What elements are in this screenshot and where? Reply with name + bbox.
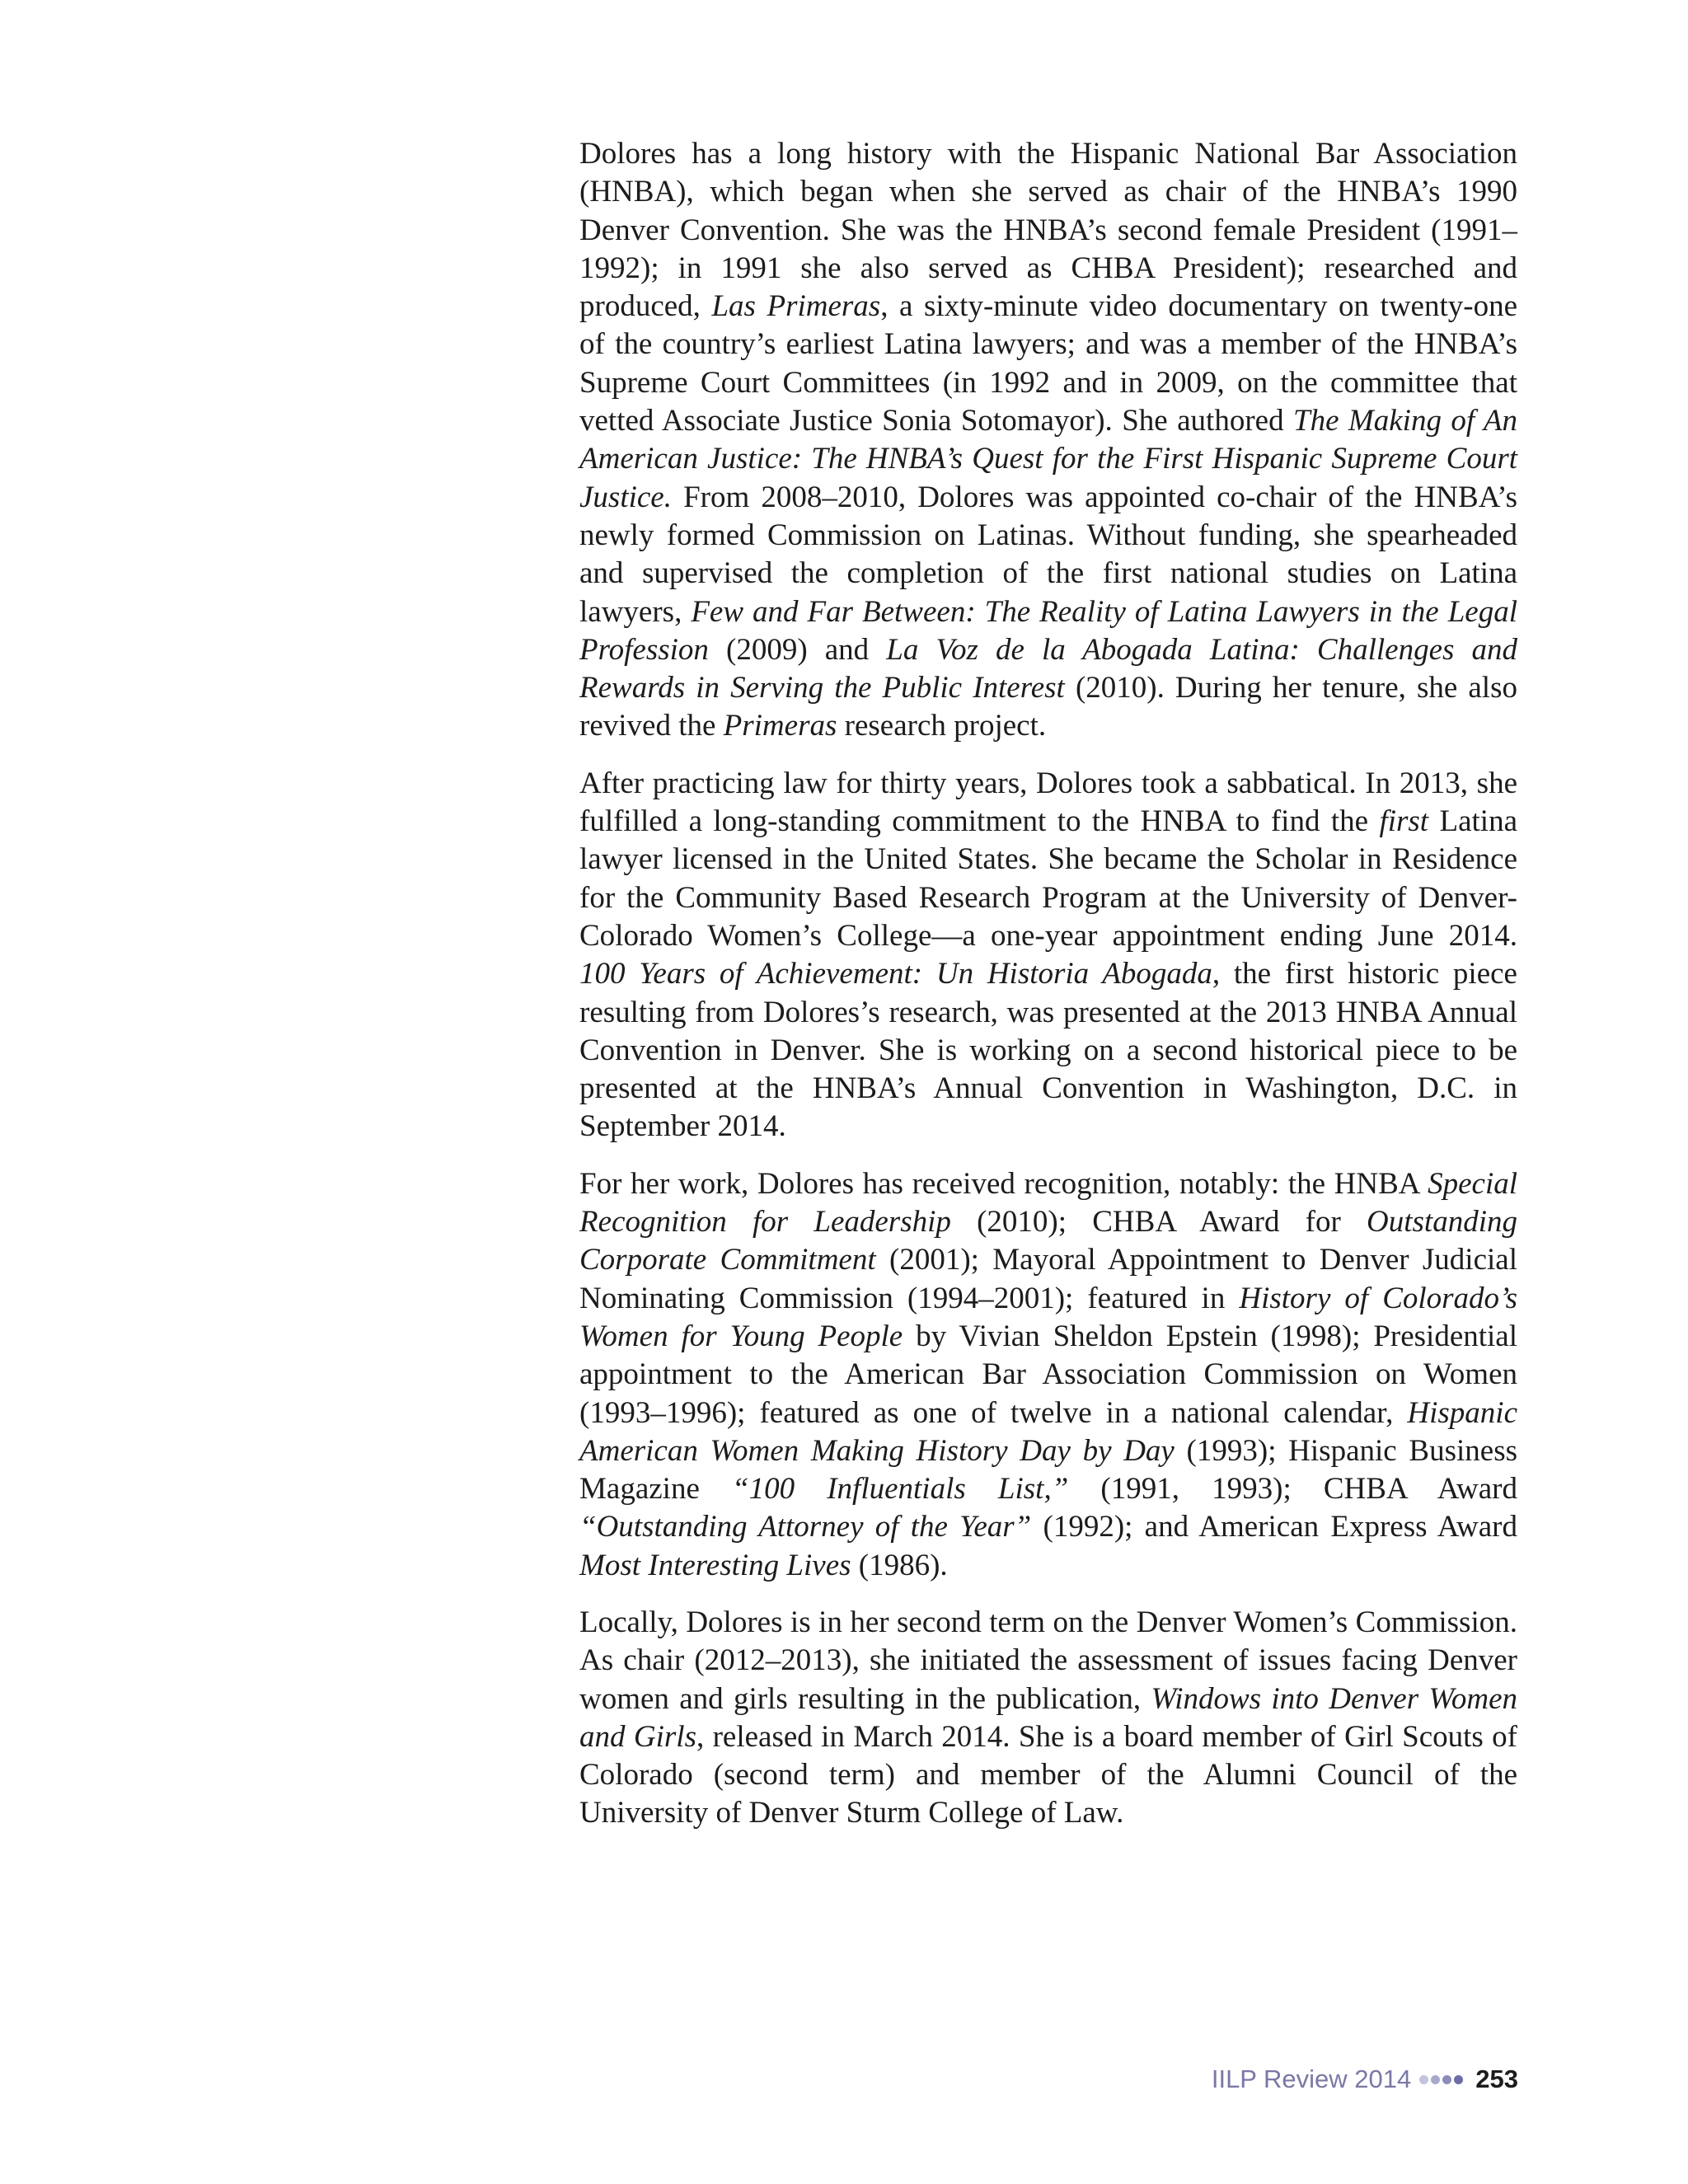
footer-dots-ornament: [1419, 2075, 1465, 2084]
italic-text-run: Few and Far Between: The Reality of Latina Lawyers in the Legal Profession: [579, 594, 1517, 667]
text-run: , a sixty-minute video documentary on twenty-one of the country’s earliest Latina lawyers; and was a member of the HNBA’s Supreme Court Committees (in 1992 and in 2009, on the committee that vetted Associate Justice Sonia Sotomayor). She authored: [579, 289, 1517, 438]
body-text-column: [579, 135, 1517, 1852]
text-run: , released in March 2014. She is a board member of Girl Scouts of Colorado (second term) and member of the Alumni Council of the University of Denver Sturm College of Law.: [579, 1719, 1518, 1830]
paragraph-hnba-history: [579, 135, 1517, 746]
text-run: For her work, Dolores has received recognition, notably: the HNBA: [579, 1166, 1428, 1201]
text-run: by Vivian Sheldon Epstein (1998); Presidential appointment to the American Bar Association Commission on Women (1993–1996); featured as one of twelve in a national calendar,: [579, 1319, 1518, 1430]
italic-text-run: Las Primeras: [711, 289, 881, 324]
text-run: (2010). During her tenure, she also revived the: [579, 671, 1517, 743]
italic-text-run: “Outstanding Attorney of the Year”: [579, 1510, 1032, 1544]
text-run: (1992); and American Express Award: [1031, 1510, 1517, 1544]
text-run: , the first historic piece resulting from Dolores’s research, was presented at the 2013 HNBA Annual Convention in Denver. She is working on a second historical piece to be presented at the HNBA’s Annual Convention in Washington, D.C. in September 2014.: [579, 957, 1517, 1144]
italic-text-run: Most Interesting Lives: [579, 1548, 851, 1582]
page-number: 253: [1475, 2064, 1518, 2093]
paragraph-local-service: [579, 1604, 1517, 1833]
text-run: (2010); CHBA Award for: [950, 1205, 1367, 1240]
text-run: (1993); Hispanic Business Magazine: [579, 1433, 1517, 1507]
italic-text-run: The Making of An American Justice: The HNBA’s Quest for the First Hispanic Supreme Court Justice.: [579, 404, 1517, 514]
footer-dot: [1419, 2075, 1428, 2084]
text-run: (2001); Mayoral Appointment to Denver Judicial Nominating Commission (1994–2001); featured in: [579, 1243, 1517, 1315]
paragraph-sabbatical-research: [579, 765, 1517, 1146]
text-run: Locally, Dolores is in her second term on the Denver Women’s Commission. As chair (2012–2013), she initiated the assessment of issues facing Denver women and girls resulting in the publication,: [579, 1605, 1517, 1716]
text-run: Latina lawyer licensed in the United States. She became the Scholar in Residence for the Community Based Research Program at the University of Denver-Colorado Women’s College—a one-year appointment ending June 2014.: [579, 804, 1517, 953]
text-run: (1986).: [851, 1548, 948, 1582]
page-footer: [1212, 2063, 1518, 2096]
text-run: Dolores has a long history with the Hispanic National Bar Association (HNBA), which began when she served as chair of the HNBA’s 1990 Denver Convention. She was the HNBA’s second female President (1991–1992); in 1991 she also served as CHBA President); researched and produced,: [579, 137, 1517, 324]
text-run: After practicing law for thirty years, Dolores took a sabbatical. In 2013, she fulfilled a long-standing commitment to the HNBA to find the: [579, 766, 1517, 839]
publication-title: IILP Review 2014: [1211, 2064, 1412, 2093]
footer-dot: [1431, 2075, 1440, 2084]
italic-text-run: Primeras: [723, 709, 837, 743]
paragraph-recognition: [579, 1165, 1517, 1585]
italic-text-run: La Voz de la Abogada Latina: Challenges and Rewards in Serving the Public Interest: [579, 632, 1517, 705]
italic-text-run: first: [1379, 804, 1429, 839]
italic-text-run: “100 Influentials List,”: [732, 1472, 1069, 1507]
footer-dot: [1442, 2075, 1451, 2084]
italic-text-run: 100 Years of Achievement: Un Historia Abogada: [579, 957, 1212, 991]
italic-text-run: Special Recognition for Leadership: [579, 1166, 1517, 1240]
italic-text-run: Outstanding Corporate Commitment: [579, 1205, 1517, 1277]
text-run: research project.: [837, 709, 1047, 743]
footer-dot: [1454, 2075, 1463, 2084]
text-run: (1991, 1993); CHBA Award: [1068, 1472, 1518, 1507]
italic-text-run: History of Colorado’s Women for Young People: [579, 1281, 1518, 1353]
text-run: (2009) and: [708, 632, 887, 667]
italic-text-run: Hispanic American Women Making History Day by Day: [579, 1395, 1517, 1468]
text-run: From 2008–2010, Dolores was appointed co-chair of the HNBA’s newly formed Commission on Latinas. Without funding, she spearheaded and supervised the completion of the first national studies on Latina lawyers,: [579, 480, 1517, 629]
italic-text-run: Windows into Denver Women and Girls: [579, 1681, 1517, 1754]
